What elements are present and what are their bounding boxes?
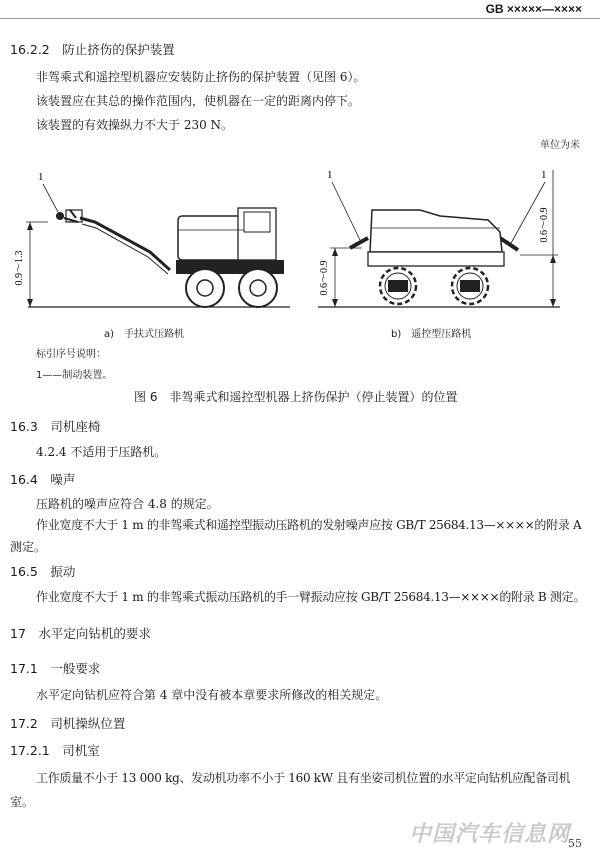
section-17-heading bbox=[10, 624, 151, 642]
section-16-2-2-heading bbox=[10, 40, 175, 58]
roller-body bbox=[178, 216, 244, 260]
section-title: 噪声 bbox=[50, 472, 76, 487]
paragraph-line: 压路机的噪声应符合 4.8 的规定。 bbox=[36, 497, 219, 511]
figure-caption: 图 6 非驾乘式和遥控型机器上挤伤保护（停止装置）的位置 bbox=[134, 390, 458, 404]
paragraph-line: 4.2.4 不适用于压路机。 bbox=[36, 445, 167, 459]
header-rule bbox=[0, 18, 600, 19]
standard-code: GB ×××××—×××× bbox=[485, 2, 582, 16]
watermark: 中国汽车信息网 bbox=[408, 822, 570, 847]
section-17-2-heading bbox=[10, 714, 125, 732]
padfoot-drum-front bbox=[380, 268, 416, 304]
section-number: 16.2.2 bbox=[10, 42, 50, 57]
legend-title: 标引序号说明： bbox=[36, 349, 106, 360]
section-title: 防止挤伤的保护装置 bbox=[62, 42, 175, 57]
subfigure-a-caption: a) 手扶式压路机 bbox=[104, 329, 185, 340]
legend-item: 1——制动装置。 bbox=[36, 370, 113, 381]
section-number: 17.2.1 bbox=[10, 743, 50, 758]
figure-6-drawing bbox=[0, 160, 600, 330]
subfigure-b-caption: b) 遥控型压路机 bbox=[391, 329, 472, 340]
padfoot-drum-rear bbox=[452, 268, 488, 304]
paragraph-line: 工作质量不小于 13 000 kg、发动机功率不小于 160 kW 且有坐姿司机位置的水平定向钻机应配备司机 bbox=[36, 771, 571, 785]
section-title: 司机座椅 bbox=[50, 419, 101, 434]
dimension-label-b-right: 0.6～0.9 bbox=[539, 207, 550, 243]
dimension-label-a: 0.9～1.3 bbox=[14, 250, 25, 286]
paragraph-line: 室。 bbox=[10, 795, 35, 809]
section-title: 司机室 bbox=[62, 743, 100, 758]
paragraph-line: 该装置的有效操纵力不大于 230 N。 bbox=[36, 118, 234, 132]
section-title: 水平定向钻机的要求 bbox=[38, 626, 151, 641]
section-title: 振动 bbox=[50, 564, 76, 579]
section-17-1-heading bbox=[10, 659, 100, 677]
section-title: 一般要求 bbox=[50, 661, 101, 676]
section-16-3-heading bbox=[10, 417, 100, 435]
section-number: 17 bbox=[10, 626, 26, 641]
callout-number: 1 bbox=[327, 169, 333, 181]
section-16-4-heading bbox=[10, 470, 75, 488]
section-number: 16.5 bbox=[10, 564, 38, 579]
paragraph-line: 该装置应在其总的操作范围内，使机器在一定的距离内停下。 bbox=[36, 94, 361, 108]
page-number: 55 bbox=[568, 837, 582, 850]
section-number: 16.3 bbox=[10, 419, 38, 434]
section-16-5-heading bbox=[10, 562, 75, 580]
section-title: 司机操纵位置 bbox=[50, 716, 126, 731]
section-number: 17.2 bbox=[10, 716, 38, 731]
remote-roller-body bbox=[370, 210, 502, 252]
unit-note: 单位为米 bbox=[540, 140, 580, 151]
callout-number: 1 bbox=[38, 171, 44, 183]
section-17-2-1-heading bbox=[10, 741, 100, 759]
paragraph-line: 作业宽度不大于 1 m 的非驾乘式振动压路机的手一臂振动应按 GB/T 25684.13—××××的附录 B 测定。 bbox=[36, 590, 586, 604]
paragraph-line: 非驾乘式和遥控型机器应安装防止挤伤的保护装置（见图 6）。 bbox=[36, 70, 366, 84]
dimension-label-b-left: 0.6～0.9 bbox=[319, 260, 330, 296]
paragraph-line: 作业宽度不大于 1 m 的非驾乘式和遥控型振动压路机的发射噪声应按 GB/T 25684.13—××××的附录 A bbox=[36, 518, 582, 532]
paragraph-line: 测定。 bbox=[10, 540, 47, 554]
section-number: 16.4 bbox=[10, 472, 38, 487]
section-number: 17.1 bbox=[10, 661, 38, 676]
paragraph-line: 水平定向钻机应符合第 4 章中没有被本章要求所修改的相关规定。 bbox=[36, 688, 388, 702]
callout-number: 1 bbox=[541, 169, 547, 181]
